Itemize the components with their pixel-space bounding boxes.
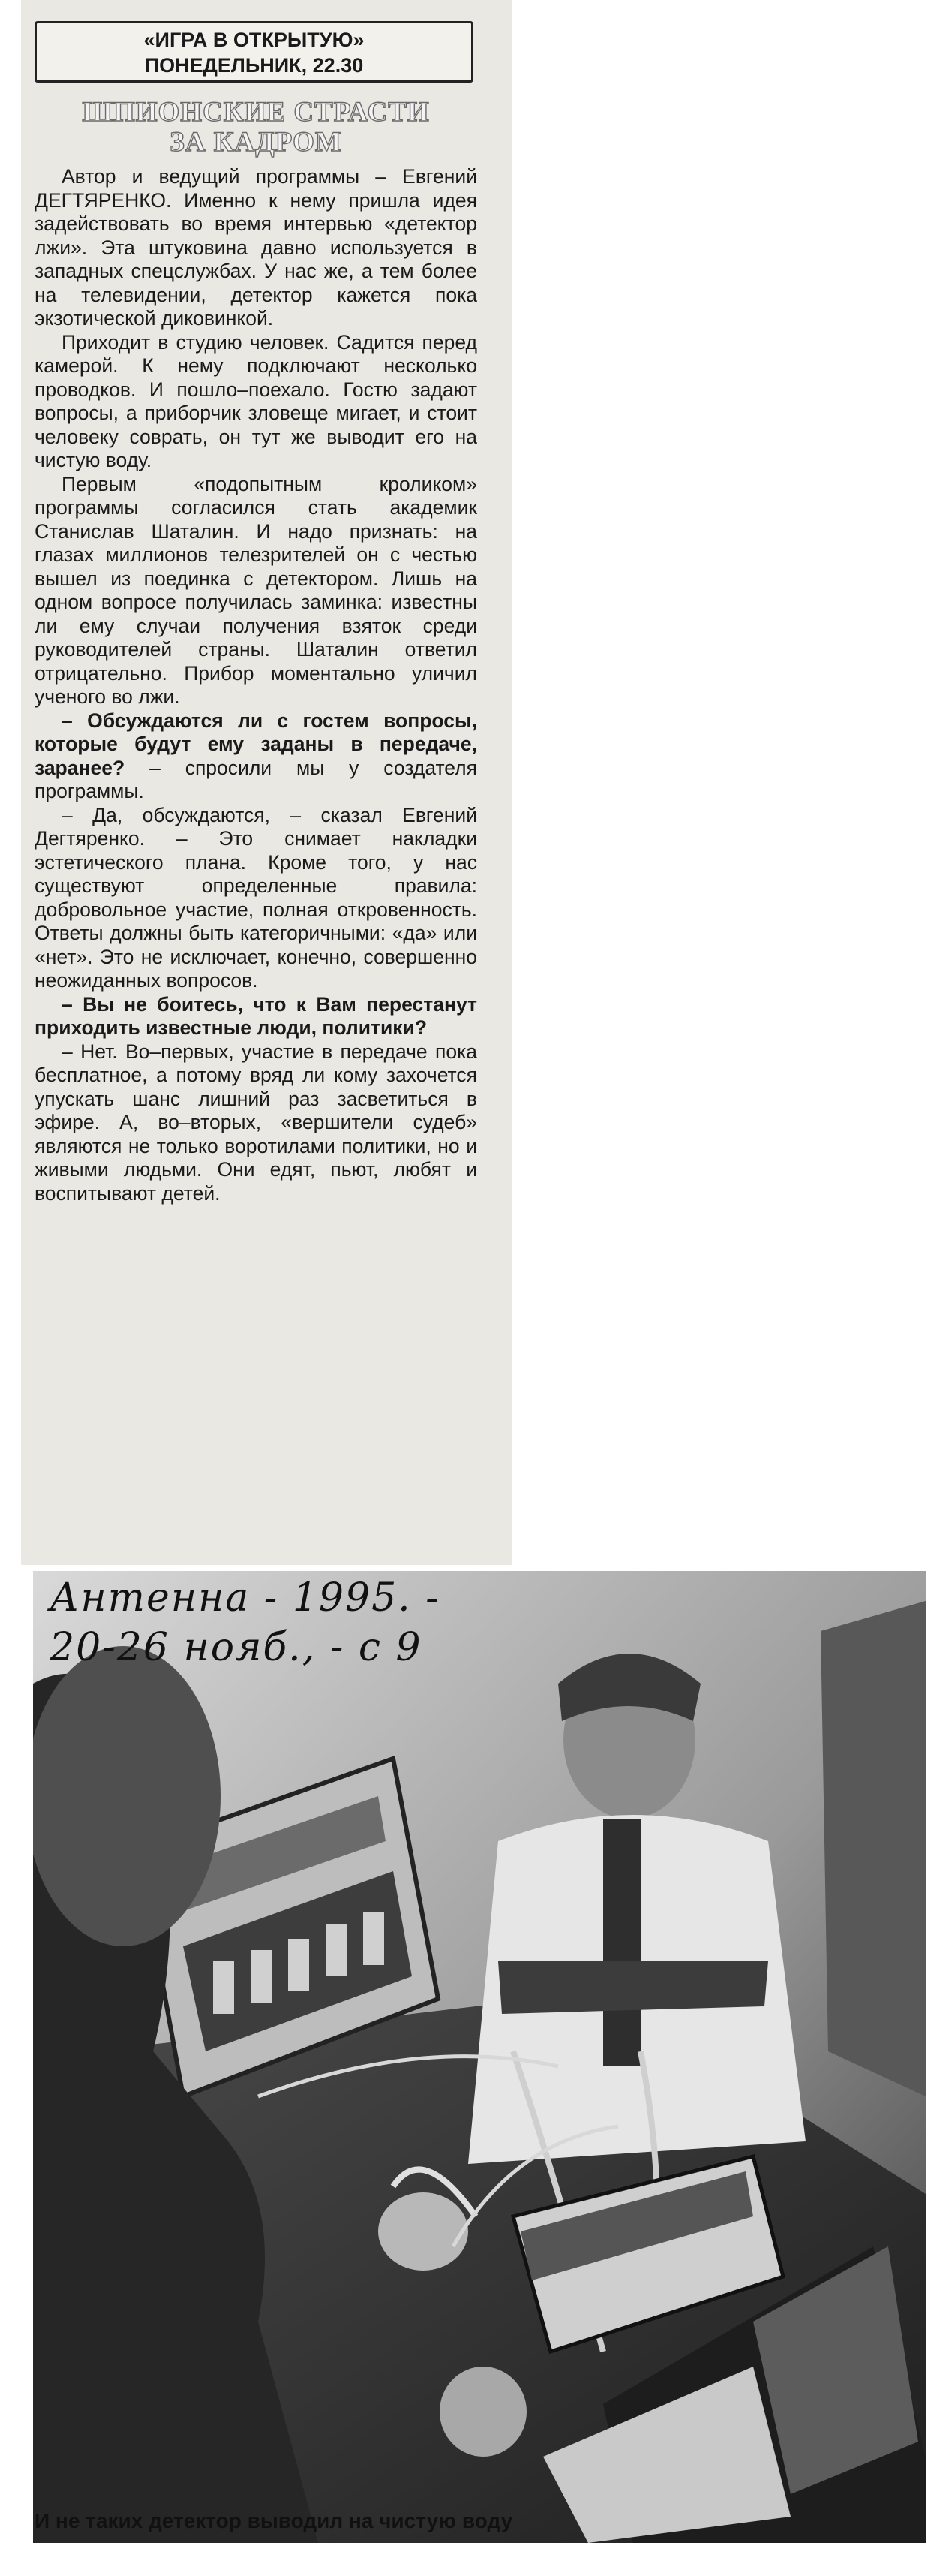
paragraph-answer-2: – Нет. Во–первых, участие в передаче пока бесплатное, а потому вряд ли кому захочется упускать шанс лишний раз засветиться в эфире. А, во–вторых, «вершители судеб» являются не только воротилами политики, но и живыми людьми. Они едят, пьют, любят и воспитывают детей. (35, 1040, 477, 1205)
headline-line-1: ШПИОНСКИЕ СТРАСТИ (82, 97, 430, 128)
program-schedule: ПОНЕДЕЛЬНИК, 22.30 (144, 54, 364, 77)
question-1-bold: – Обсуждаются ли с гостем вопросы, которые будут ему заданы в передаче, заранее? (35, 709, 477, 779)
article-body (35, 165, 477, 1205)
paragraph-question-2: – Вы не боитесь, что к Вам перестанут приходить известные люди, политики? (35, 992, 477, 1039)
headline-line-2: ЗА КАДРОМ (170, 127, 342, 158)
handwritten-line-1: Антенна - 1995. - (50, 1575, 440, 1621)
handwritten-line-2: 20-26 нояб., - с 9 (50, 1625, 422, 1670)
program-header-box (35, 21, 473, 83)
paragraph-question-1 (35, 709, 477, 804)
article-photo (33, 1571, 926, 2543)
paragraph-answer-1: – Да, обсуждаются, – сказал Евгений Дегтяренко. – Это снимает накладки эстетического плана. Кроме того, у нас существуют определенные правила: добровольное участие, полная откровенность. Ответы должны быть категоричными: «да» или «нет». Это не исключает, конечно, совершенно неожиданных вопросов. (35, 803, 477, 992)
article-headline (35, 98, 477, 158)
photo-illustration (33, 1571, 926, 2543)
question-1-tail: – спросили мы у создателя программы. (35, 756, 477, 802)
paragraph-shatalin: Первым «подопытным кроликом» программы согласился стать академик Станислав Шаталин. И надо признать: на глазах миллионов телезрителей он с честью вышел из поединка с детектором. Лишь на одном вопросе получилась заминка: известны ли ему случаи получения взяток среди руководителей страны. Шаталин ответил отрицательно. Прибор моментально уличил ученого во лжи. (35, 472, 477, 708)
program-title: «ИГРА В ОТКРЫТУЮ» (143, 29, 365, 51)
paragraph-studio: Приходит в студию человек. Садится перед камерой. К нему подключают несколько проводков. И пошло–поехало. Гостю задают вопросы, а приборчик зловеще мигает, и стоит человеку соврать, он тут же выводит его на чистую воду. (35, 330, 477, 471)
photo-caption: И не таких детектор выводил на чистую воду (35, 2509, 513, 2532)
paragraph-intro: Автор и ведущий программы – Евгений ДЕГТЯРЕНКО. Именно к нему пришла идея задействовать во время интервью «детектор лжи». Эта штуковина давно используется в западных спецслужбах. У нас же, а тем более на телевидении, детектор кажется пока экзотической диковинкой. (35, 165, 477, 330)
